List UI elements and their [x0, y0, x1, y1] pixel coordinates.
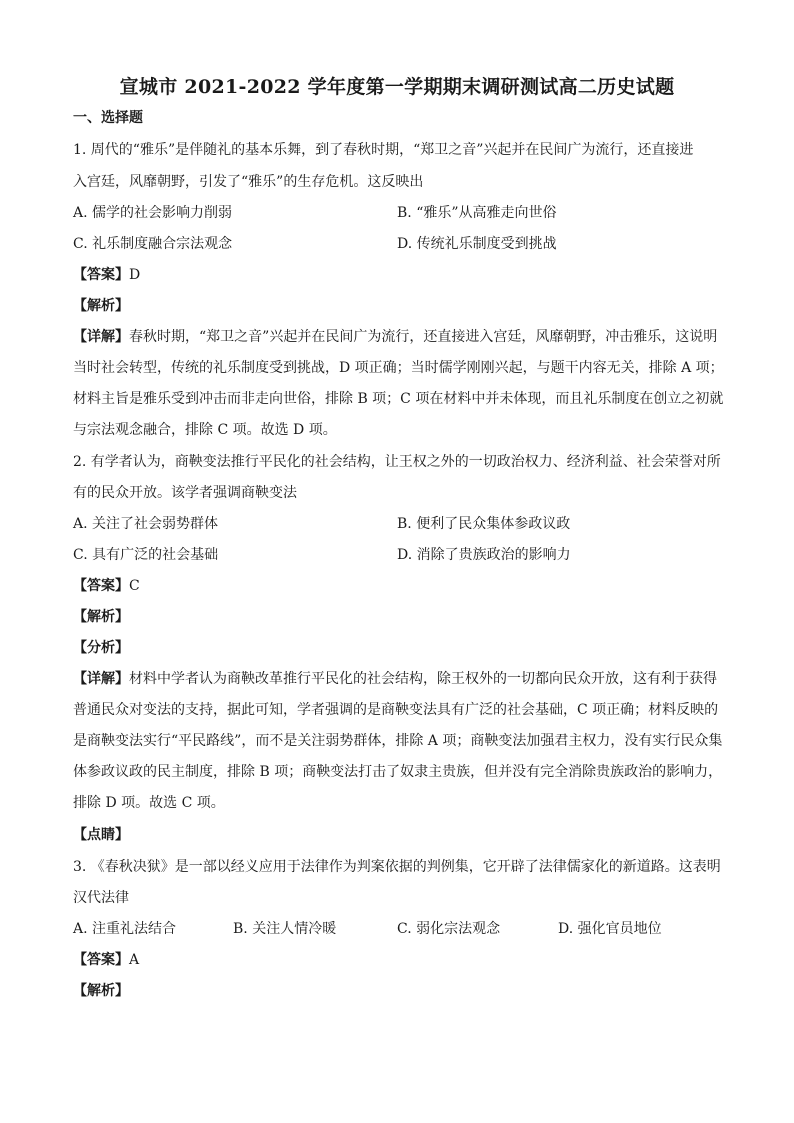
q2-stem-line-2: 有的民众开放。该学者强调商鞅变法 [73, 485, 297, 501]
q1-option-a: A. 儒学的社会影响力削弱 [73, 205, 233, 221]
page-title: 宣城市 2021-2022 学年度第一学期期末调研测试高二历史试题 [119, 76, 675, 98]
q2-stem-line-1: 2. 有学者认为，商鞅变法推行平民化的社会结构，让王权之外的一切政治权力、经济利益、社会荣誉对所 [73, 454, 721, 470]
q2-detail-line-5: 排除 D 项。故选 C 项。 [73, 795, 225, 811]
q1-answer [73, 265, 733, 285]
q2-answer [73, 576, 733, 596]
answer-tag: 【答案】 [73, 267, 129, 283]
q2-option-b: B. 便利了民众集体参政议政 [397, 516, 571, 532]
q2-detail-line-4: 体参政议政的民主制度，排除 B 项；商鞅变法打击了奴隶主贵族，但并没有完全消除贵族政治的影响力， [73, 764, 723, 780]
answer-tag: 【答案】 [73, 952, 129, 968]
q3-analysis-tag: 【解析】 [73, 983, 129, 999]
q1-option-d: D. 传统礼乐制度受到挑战 [397, 236, 557, 252]
q2-comment-tag: 【点睛】 [73, 827, 129, 843]
q2-option-d: D. 消除了贵族政治的影响力 [397, 547, 571, 563]
detail-text: 春秋时期，“郑卫之音”兴起并在民间广为流行，还直接进入宫廷，风靡朝野，冲击雅乐，这说明 [129, 329, 718, 345]
answer-value: C [129, 578, 140, 594]
q1-option-c: C. 礼乐制度融合宗法观念 [73, 236, 233, 252]
q2-option-a: A. 关注了社会弱势群体 [73, 516, 219, 532]
q2-option-c: C. 具有广泛的社会基础 [73, 547, 219, 563]
detail-tag: 【详解】 [73, 671, 129, 687]
q2-detail-line-1 [73, 669, 733, 689]
q1-detail-line-2: 当时社会转型，传统的礼乐制度受到挑战，D 项正确；当时儒学刚刚兴起，与题干内容无关，排除 A 项； [73, 360, 724, 376]
q3-answer [73, 950, 733, 970]
q2-analyze-tag: 【分析】 [73, 640, 129, 656]
section-heading: 一、选择题 [73, 110, 143, 126]
q1-detail-line-3: 材料主旨是雅乐受到冲击而非走向世俗，排除 B 项；C 项在材料中并未体现，而且礼乐制度在创立之初就 [73, 391, 724, 407]
q1-option-b: B. “雅乐”从高雅走向世俗 [397, 205, 557, 221]
q1-stem-line-2: 入宫廷，风靡朝野，引发了“雅乐”的生存危机。这反映出 [73, 174, 424, 190]
answer-value: D [129, 267, 141, 283]
q2-analysis-tag: 【解析】 [73, 609, 129, 625]
detail-text: 材料中学者认为商鞅改革推行平民化的社会结构，除王权外的一切都向民众开放，这有利于获得 [129, 671, 717, 687]
q3-option-c: C. 弱化宗法观念 [397, 921, 501, 937]
q1-stem-line-1: 1. 周代的“雅乐”是伴随礼的基本乐舞，到了春秋时期，“郑卫之音”兴起并在民间广为流行，还直接进 [73, 142, 694, 158]
q1-detail-line-4: 与宗法观念融合，排除 C 项。故选 D 项。 [73, 422, 337, 438]
q3-option-a: A. 注重礼法结合 [73, 921, 177, 937]
q2-detail-line-3: 是商鞅变法实行“平民路线”，而不是关注弱势群体，排除 A 项；商鞅变法加强君主权力，没有实行民众集 [73, 733, 723, 749]
q2-detail-line-2: 普通民众对变法的支持，据此可知，学者强调的是商鞅变法具有广泛的社会基础，C 项正确；材料反映的 [73, 702, 719, 718]
q3-option-b: B. 关注人情冷暖 [233, 921, 337, 937]
q3-option-d: D. 强化官员地位 [558, 921, 662, 937]
q3-stem-line-1: 3. 《春秋决狱》是一部以经义应用于法律作为判案依据的判例集，它开辟了法律儒家化的新道路。这表明 [73, 859, 721, 875]
q1-analysis-tag: 【解析】 [73, 298, 129, 314]
q3-stem-line-2: 汉代法律 [73, 890, 129, 906]
q1-detail-line-1 [73, 327, 733, 347]
answer-tag: 【答案】 [73, 578, 129, 594]
answer-value: A [129, 952, 140, 968]
detail-tag: 【详解】 [73, 329, 129, 345]
